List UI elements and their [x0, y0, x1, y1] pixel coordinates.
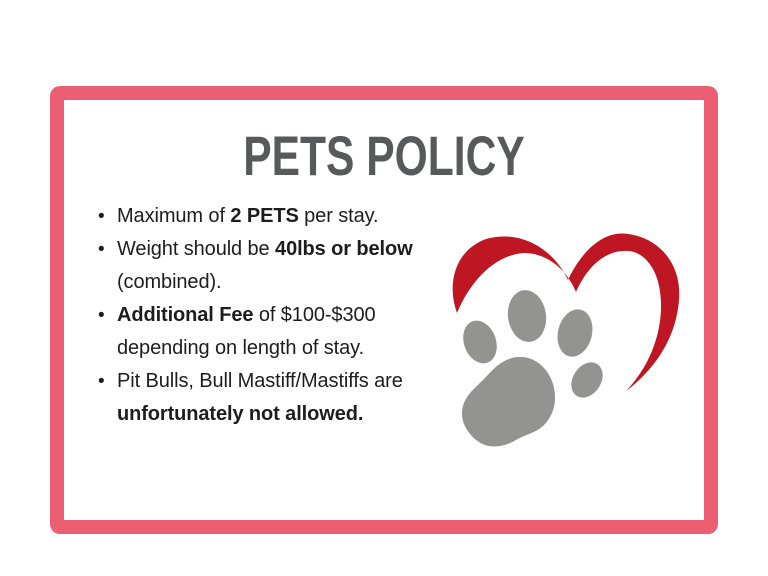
policy-line	[98, 398, 478, 431]
policy-line	[98, 332, 478, 365]
policy-list	[98, 200, 478, 431]
paw-toe	[565, 356, 609, 403]
page-title: PETS POLICY	[243, 124, 525, 187]
heart-outline-icon	[453, 234, 680, 391]
policy-line	[98, 266, 478, 299]
policy-line-text: Additional Fee of $100-$300	[117, 304, 376, 326]
policy-line-text: Pit Bulls, Bull Mastiff/Mastiffs are	[117, 370, 403, 392]
policy-line	[98, 299, 478, 332]
bullet-dot	[98, 266, 117, 299]
paw-print-icon	[457, 288, 609, 447]
policy-line	[98, 365, 478, 398]
bullet-dot: •	[98, 371, 105, 392]
bullet-dot: •	[98, 305, 105, 326]
paw-pad	[462, 357, 555, 447]
policy-line-text: unfortunately not allowed.	[117, 403, 364, 425]
policy-line-text: Maximum of 2 PETS per stay.	[117, 205, 379, 227]
paw-toe	[457, 316, 502, 368]
paw-toe	[505, 288, 550, 345]
policy-line	[98, 200, 478, 233]
bullet-dot	[98, 332, 117, 365]
policy-line-text: (combined).	[117, 271, 222, 293]
policy-line	[98, 233, 478, 266]
heart-paw-graphic	[440, 212, 702, 457]
paw-toe	[553, 306, 598, 361]
policy-line-text: depending on length of stay.	[117, 337, 365, 359]
bullet-dot: •	[98, 239, 105, 260]
bullet-dot	[98, 398, 117, 431]
bullet-dot: •	[98, 206, 105, 227]
policy-line-text: Weight should be 40lbs or below	[117, 238, 413, 260]
